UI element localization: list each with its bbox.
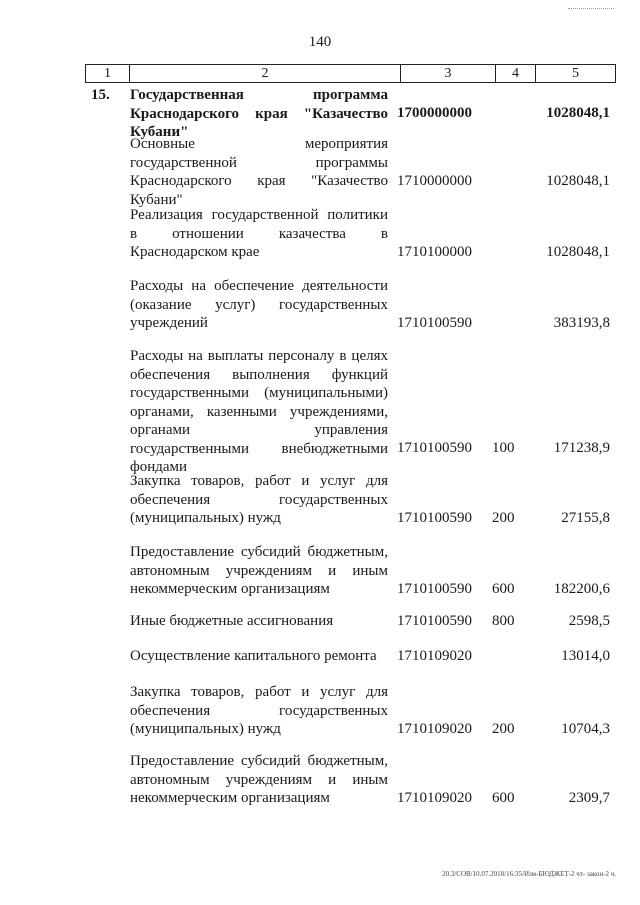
row-code: 1710100590 — [397, 510, 472, 526]
row-code: 1710109020 — [397, 648, 472, 664]
row-code: 1710100590 — [397, 581, 472, 597]
program-code: 1700000000 — [397, 105, 472, 121]
program-name: Государственная программа Краснодарского края "Казачество Кубани" — [130, 87, 388, 140]
row-name: Осуществление капитального ремонта — [130, 648, 377, 664]
row-code: 1710100590 — [397, 440, 472, 456]
row-name: Закупка товаров, работ и услуг для обеспечения государственных (муниципальных) нужд — [130, 473, 388, 526]
page-number: 140 — [308, 34, 332, 50]
header-col-3: 3 — [401, 65, 496, 82]
row-amount: 2598,5 — [568, 613, 610, 629]
header-col-1: 1 — [86, 65, 130, 82]
row-amount: 2309,7 — [568, 790, 610, 806]
row-name: Закупка товаров, работ и услуг для обеспечения государственных (муниципальных) нужд — [130, 684, 388, 737]
row-name: Предоставление субсидий бюджетным, автономным учреждениям и иным некоммерческим организациям — [130, 544, 388, 597]
row-name: Расходы на выплаты персоналу в целях обеспечения выполнения функций государственными (муниципальными) органами, казенными учреждениями, органами управления государственными внебюджетными фондами — [130, 348, 388, 475]
program-number: 15. — [91, 87, 110, 103]
row-vr: 800 — [492, 613, 515, 629]
row-vr: 600 — [492, 790, 515, 806]
row-amount: 1028048,1 — [546, 244, 610, 260]
row-amount: 383193,8 — [553, 315, 610, 331]
row-code: 1710109020 — [397, 721, 472, 737]
row-vr: 100 — [492, 440, 515, 456]
row-vr: 200 — [492, 721, 515, 737]
header-col-2: 2 — [130, 65, 401, 82]
row-name: Реализация государственной политики в отношении казачества в Краснодарском крае — [130, 207, 388, 260]
row-amount: 27155,8 — [561, 510, 610, 526]
row-amount: 10704,3 — [561, 721, 610, 737]
header-col-4: 4 — [496, 65, 536, 82]
header-col-5: 5 — [572, 66, 579, 81]
table-header — [85, 64, 616, 83]
row-name: Расходы на обеспечение деятельности (оказание услуг) государственных учреждений — [130, 278, 388, 331]
row-amount: 13014,0 — [561, 648, 610, 664]
row-name: Предоставление субсидий бюджетным, автономным учреждениям и иным некоммерческим организациям — [130, 753, 388, 806]
row-code: 1710000000 — [397, 173, 472, 189]
row-code: 1710109020 — [397, 790, 472, 806]
row-name: Иные бюджетные ассигнования — [130, 613, 334, 629]
row-vr: 200 — [492, 510, 515, 526]
row-name: Основные мероприятия государственной программы Краснодарского края "Казачество Кубани" — [130, 136, 388, 208]
row-amount: 182200,6 — [553, 581, 610, 597]
top-mark — [568, 8, 614, 9]
row-code: 1710100590 — [397, 315, 472, 331]
row-code: 1710100000 — [397, 244, 472, 260]
row-amount: 1028048,1 — [546, 173, 610, 189]
program-amount: 1028048,1 — [546, 105, 610, 121]
footer-stamp: 20.3/СОВ/10.07.2018/16:35/Изм-БЮДЖЕТ-2 чт- закон-2 ч. — [442, 870, 616, 878]
row-amount: 171238,9 — [553, 440, 610, 456]
row-vr: 600 — [492, 581, 515, 597]
row-code: 1710100590 — [397, 613, 472, 629]
